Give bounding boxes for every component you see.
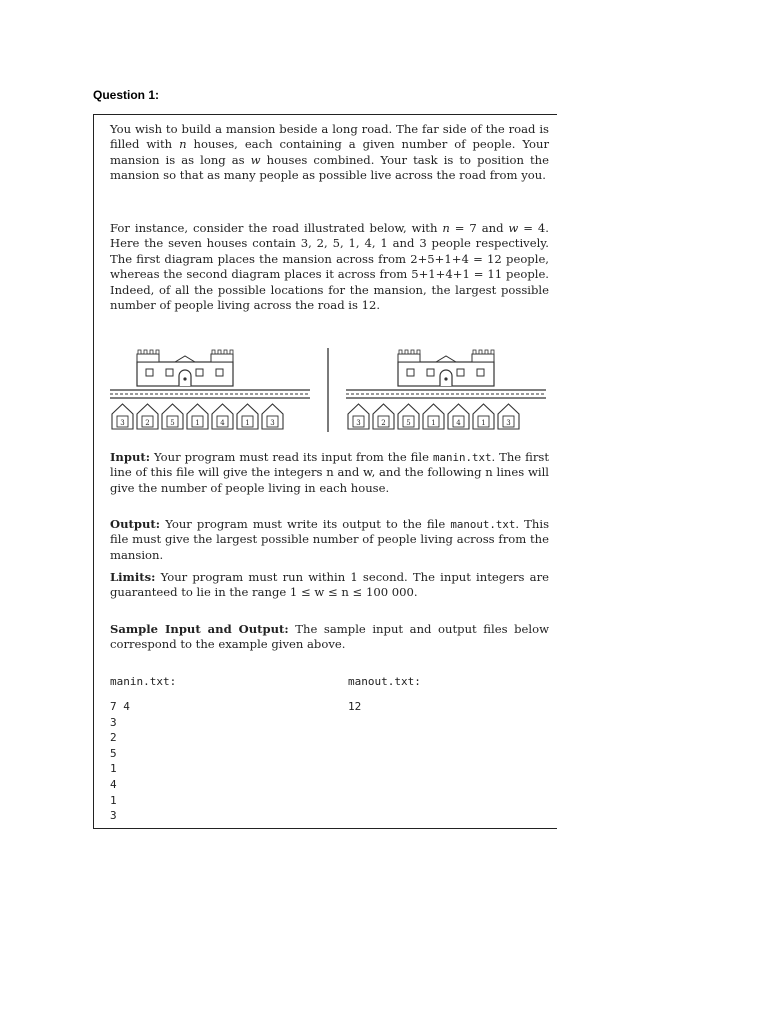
house-count-2-0: 3 <box>356 419 361 427</box>
house-1-2 <box>162 404 183 429</box>
example-paragraph: For instance, consider the road illustrated below, with n = 7 and w = 4. Here the seven houses contain 3, 2, 5, 1, 4, 1 and 3 people respectively. The first diagram places the mansion across from 2+5+1+4 = 12 people, whereas the second diagram places it across from 5+1+4+1 = 11 people. Indeed, of all the possible locations for the mansion, the largest possible number of people living across the road is 12. <box>110 221 549 313</box>
sample-output-header: manout.txt: <box>348 675 421 688</box>
output-text-a: Your program must write its output to the file <box>165 517 446 531</box>
house-count-1-2: 5 <box>170 419 175 427</box>
house-2-5 <box>473 404 494 429</box>
output-section <box>110 517 549 563</box>
sample-section <box>110 622 549 653</box>
sample-label: Sample Input and Output: <box>110 622 289 636</box>
house-1-0 <box>112 404 133 429</box>
house-count-2-6: 3 <box>506 419 511 427</box>
house-count-2-1: 2 <box>381 419 386 427</box>
output-file-name: manout.txt <box>450 518 516 531</box>
limits-label: Limits: <box>110 570 156 584</box>
house-count-1-0: 3 <box>120 419 125 427</box>
output-label: Output: <box>110 517 161 531</box>
road-2 <box>346 390 546 398</box>
sample-input-contents: 7 4 3 2 5 1 4 1 3 <box>110 700 130 823</box>
output-text-b: . This file must give the largest possible number of people living across from the mansion. <box>110 517 550 562</box>
house-2-4 <box>448 404 469 429</box>
house-count-1-5: 1 <box>245 419 250 427</box>
house-count-1-3: 1 <box>195 419 200 427</box>
input-file-name: manin.txt <box>432 451 492 464</box>
mansion-1 <box>137 350 233 386</box>
house-1-1 <box>137 404 158 429</box>
house-count-1-1: 2 <box>145 419 150 427</box>
road-diagram-1 <box>110 350 310 429</box>
house-count-2-4: 4 <box>456 419 461 427</box>
house-2-6 <box>498 404 519 429</box>
house-1-3 <box>187 404 208 429</box>
intro-paragraph: You wish to build a mansion beside a long road. The far side of the road is filled with n houses, each containing a given number of people. Your mansion is as long as w houses combined. Your task is to position the mansion so that as many people as possible live across the road from you. <box>110 122 549 183</box>
house-count-1-6: 3 <box>270 419 275 427</box>
question-heading: Question 1: <box>93 88 160 102</box>
limits-text: Your program must run within 1 second. The input integers are guaranteed to lie in the range 1 ≤ w ≤ n ≤ 100 000. <box>110 570 549 600</box>
input-label: Input: <box>110 450 151 464</box>
limits-section <box>110 570 549 601</box>
house-1-6 <box>262 404 283 429</box>
sample-output-contents: 12 <box>348 700 362 713</box>
sample-input-header: manin.txt: <box>110 675 177 688</box>
house-1-4 <box>212 404 233 429</box>
road-1 <box>110 390 310 398</box>
input-section <box>110 450 549 496</box>
sample-text: The sample input and output files below correspond to the example given above. <box>110 622 550 652</box>
road-diagram-2 <box>346 350 546 429</box>
house-count-1-4: 4 <box>220 419 225 427</box>
mansion-2 <box>398 350 494 386</box>
house-2-0 <box>348 404 369 429</box>
house-count-2-3: 1 <box>431 419 436 427</box>
house-2-3 <box>423 404 444 429</box>
house-count-2-5: 1 <box>481 419 486 427</box>
house-1-5 <box>237 404 258 429</box>
house-count-2-2: 5 <box>406 419 411 427</box>
input-text-a: Your program must read its input from the file <box>153 450 429 464</box>
house-2-2 <box>398 404 419 429</box>
house-2-1 <box>373 404 394 429</box>
road-diagrams <box>110 346 550 434</box>
input-text-b: . The first line of this file will give the integers n and w, and the following n lines will give the number of people living in each house. <box>110 450 549 495</box>
